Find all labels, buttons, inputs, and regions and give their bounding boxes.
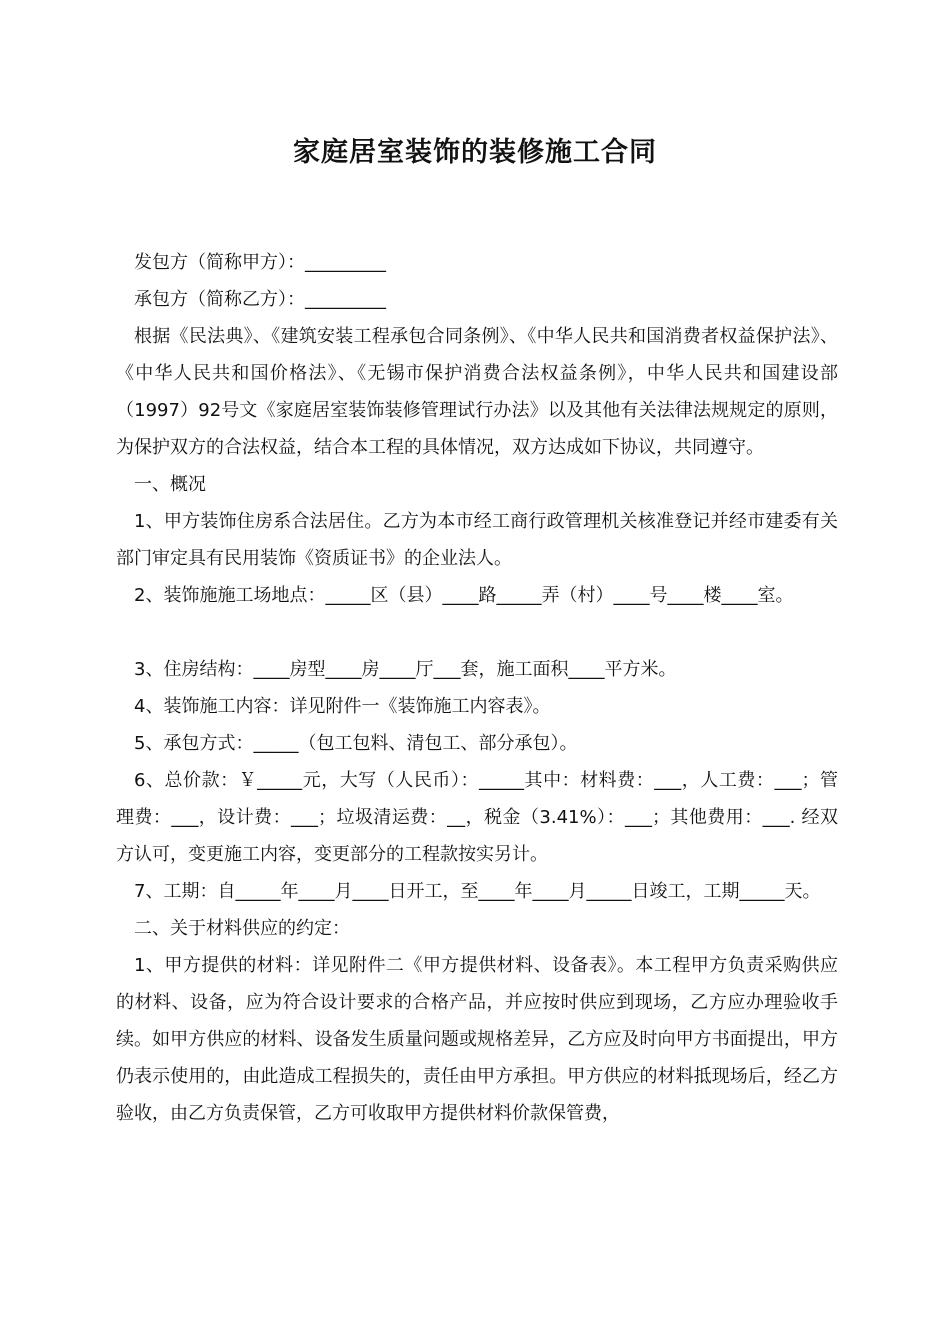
party-b-line: 承包方（简称乙方）：_________ — [134, 289, 386, 310]
clause-1-4: 4、装饰施工内容：详见附件一《装饰施工内容表》。 — [134, 696, 551, 717]
clause-1-5: 5、承包方式：_____（包工包料、清包工、部分承包）。 — [134, 733, 578, 754]
clause-1-7: 7、工期：自_____年____月____日开工，至____年____月_____日竣工，工期_____天。 — [134, 881, 821, 902]
section-heading-materials: 二、关于材料供应的约定： — [134, 918, 350, 939]
document-body — [116, 244, 838, 1132]
clause-1-1: 1、甲方装饰住房系合法居住。乙方为本市经工商行政管理机关核准登记并经市建委有关部门审定具有民用装饰《资质证书》的企业法人。 — [116, 511, 838, 569]
section-heading-overview: 一、概况 — [134, 474, 206, 495]
clause-2-1: 1、甲方提供的材料：详见附件二《甲方提供材料、设备表》。本工程甲方负责采购供应的材料、设备，应为符合设计要求的合格产品，并应按时供应到现场，乙方应办理验收手续。如甲方供应的材料、设备发生质量问题或规格差异，乙方应及时向甲方书面提出，甲方仍表示使用的，由此造成工程损失的，责任由甲方承担。甲方供应的材料抵现场后，经乙方验收，由乙方负责保管，乙方可收取甲方提供材料价款保管费， — [116, 955, 838, 1124]
clause-1-6: 6、总价款：￥_____元，大写（人民币）：_____其中：材料费：___，人工费：___；管理费：___，设计费：___；垃圾清运费：__，税金（3.41%）：___；其他费用：___. 经双方认可，变更施工内容，变更部分的工程款按实另计。 — [116, 770, 838, 865]
document-title: 家庭居室装饰的装修施工合同 — [293, 137, 657, 168]
party-a-line: 发包方（简称甲方）：_________ — [134, 252, 386, 273]
preamble-paragraph: 根据《民法典》、《建筑安装工程承包合同条例》、《中华人民共和国消费者权益保护法》、《中华人民共和国价格法》、《无锡市保护消费合法权益条例》，中华人民共和国建设部（1997）92号文《家庭居室装饰装修管理试行办法》以及其他有关法律法规规定的原则，为保护双方的合法权益，结合本工程的具体情况，双方达成如下协议，共同遵守。 — [116, 326, 838, 458]
clause-1-3: 3、住房结构：____房型____房____厅___套，施工面积____平方米。 — [134, 659, 677, 680]
clause-1-2: 2、装饰施施工场地点：_____区（县）____路_____弄（村）____号____楼____室。 — [134, 585, 794, 606]
